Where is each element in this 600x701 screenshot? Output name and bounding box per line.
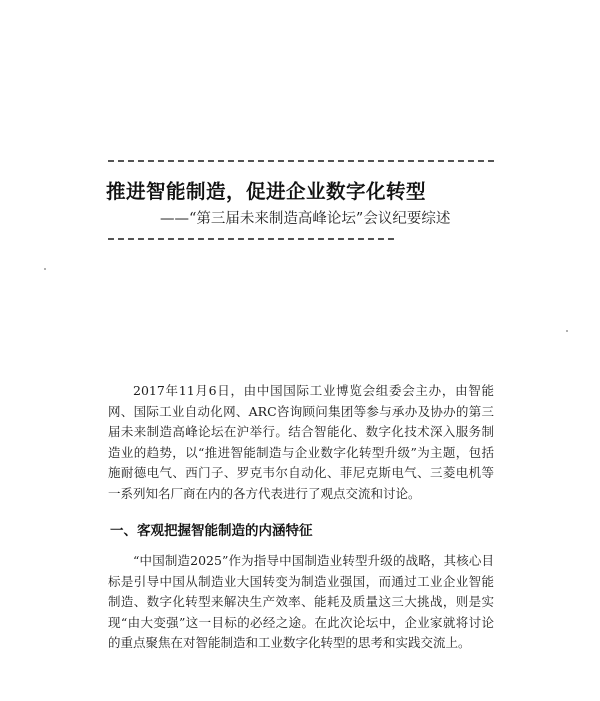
article-title: 推进智能制造，促进企业数字化转型 [106, 180, 427, 203]
scan-speck [566, 330, 568, 332]
section-heading: 一、客观把握智能制造的内涵特征 [110, 523, 313, 539]
top-divider [108, 160, 494, 162]
body-paragraph: “中国制造2025”作为指导中国制造业转型升级的战略，其核心目标是引导中国从制造业大国转变为制造业强国，而通过工业企业智能制造、数字化转型来解决生产效率、能耗及质量这三大挑战，则是实现“由大变强”这一目标的必经之途。在此次论坛中，企业家就将讨论的重点聚焦在对智能制造和工业数字化转型的思考和实践交流上。 [108, 553, 494, 650]
bottom-divider [108, 238, 394, 240]
scan-speck [44, 268, 46, 270]
intro-paragraph: 2017年11月6日，由中国国际工业博览会组委会主办，由智能网、国际工业自动化网、ARC咨询顾问集团等参与承办及协办的第三届未来制造高峰论坛在沪举行。结合智能化、数字化技术深入服务制造业的趋势，以“推进智能制造与企业数字化转型升级”为主题，包括施耐德电气、西门子、罗克韦尔自动化、菲尼克斯电气、三菱电机等一系列知名厂商在内的各方代表进行了观点交流和讨论。 [108, 383, 494, 501]
article-subtitle: ——“第三届未来制造高峰论坛”会议纪要综述 [160, 211, 451, 227]
